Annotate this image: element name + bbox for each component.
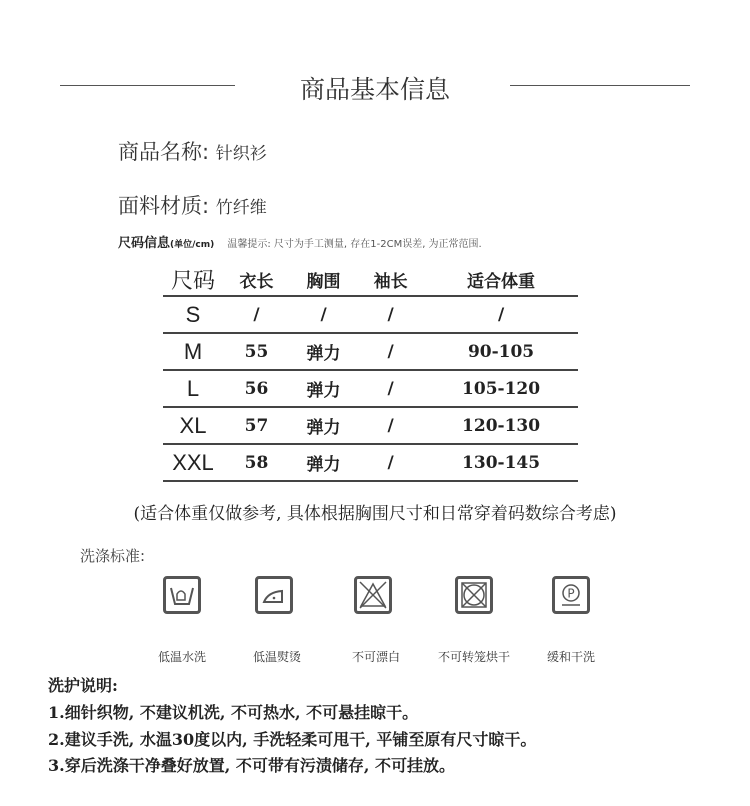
table-cell: 58 bbox=[223, 444, 290, 481]
table-row bbox=[163, 370, 578, 407]
hand-wash-icon bbox=[163, 576, 201, 614]
care-line: 1.细针织物, 不建议机洗, 不可热水, 不可悬挂晾干。 bbox=[48, 703, 419, 722]
header-cell: 胸围 bbox=[290, 264, 357, 296]
no-bleach-icon bbox=[354, 576, 392, 614]
svg-text:P: P bbox=[567, 586, 575, 601]
wash-label: 不可转笼烘干 bbox=[437, 650, 510, 664]
size-info-label: 尺码信息 bbox=[118, 236, 171, 251]
table-cell: / bbox=[357, 296, 424, 333]
table-row bbox=[163, 296, 578, 333]
table-header bbox=[163, 264, 578, 296]
table-row bbox=[163, 333, 578, 370]
table-cell: / bbox=[357, 370, 424, 407]
fabric bbox=[118, 190, 267, 220]
table-cell: 弹力 bbox=[290, 370, 357, 407]
table-cell: / bbox=[223, 296, 290, 333]
table-cell: / bbox=[357, 333, 424, 370]
table-cell: 弹力 bbox=[290, 333, 357, 370]
table-cell: 56 bbox=[223, 370, 290, 407]
table-cell: M bbox=[163, 333, 223, 370]
table-cell: 90-105 bbox=[424, 333, 578, 370]
wash-label: 缓和干洗 bbox=[546, 650, 595, 664]
header-cell: 衣长 bbox=[223, 264, 290, 296]
page-title: 商品基本信息 bbox=[299, 75, 450, 104]
wash-label: 低温水洗 bbox=[157, 650, 206, 664]
product-name bbox=[118, 136, 267, 166]
table-cell: 57 bbox=[223, 407, 290, 444]
table-cell: 130-145 bbox=[424, 444, 578, 481]
table-cell: / bbox=[357, 407, 424, 444]
size-table bbox=[163, 264, 578, 482]
size-tip: 温馨提示: 尺寸为手工测量, 存在1-2CM误差, 为正常范围. bbox=[227, 239, 482, 250]
table-cell: 105-120 bbox=[424, 370, 578, 407]
size-info bbox=[118, 232, 482, 251]
care-title: 洗护说明: bbox=[48, 676, 118, 695]
table-cell: L bbox=[163, 370, 223, 407]
iron-low-icon bbox=[255, 576, 293, 614]
fabric-value: 竹纤维 bbox=[215, 198, 267, 218]
product-name-value: 针织衫 bbox=[215, 144, 267, 164]
dry-clean-p-icon bbox=[552, 576, 590, 614]
table-cell: / bbox=[290, 296, 357, 333]
product-name-label: 商品名称: bbox=[118, 140, 210, 164]
table-cell: 120-130 bbox=[424, 407, 578, 444]
table-cell: 弹力 bbox=[290, 407, 357, 444]
header-cell: 袖长 bbox=[357, 264, 424, 296]
care-line: 3.穿后洗涤干净叠好放置, 不可带有污渍储存, 不可挂放。 bbox=[48, 756, 455, 775]
wash-label: 低温熨烫 bbox=[252, 650, 301, 664]
table-row bbox=[163, 444, 578, 481]
weight-note: (适合体重仅做参考, 具体根据胸围尺寸和日常穿着码数综合考虑) bbox=[133, 504, 617, 524]
table-cell: XXL bbox=[163, 444, 223, 481]
table-cell: XL bbox=[163, 407, 223, 444]
washing-title: 洗涤标准: bbox=[80, 547, 146, 565]
table-cell: 55 bbox=[223, 333, 290, 370]
care-line: 2.建议手洗, 水温30度以内, 手洗轻柔可甩干, 平铺至原有尺寸晾干。 bbox=[48, 730, 537, 749]
table-cell: S bbox=[163, 296, 223, 333]
size-unit: (单位/cm) bbox=[170, 240, 215, 250]
no-tumble-dry-icon bbox=[455, 576, 493, 614]
table-cell: 弹力 bbox=[290, 444, 357, 481]
table-cell: / bbox=[357, 444, 424, 481]
fabric-label: 面料材质: bbox=[118, 194, 210, 218]
header-cell: 适合体重 bbox=[424, 264, 578, 296]
wash-label: 不可漂白 bbox=[351, 650, 400, 664]
table-cell: / bbox=[424, 296, 578, 333]
table-row bbox=[163, 407, 578, 444]
header-cell: 尺码 bbox=[163, 264, 223, 296]
